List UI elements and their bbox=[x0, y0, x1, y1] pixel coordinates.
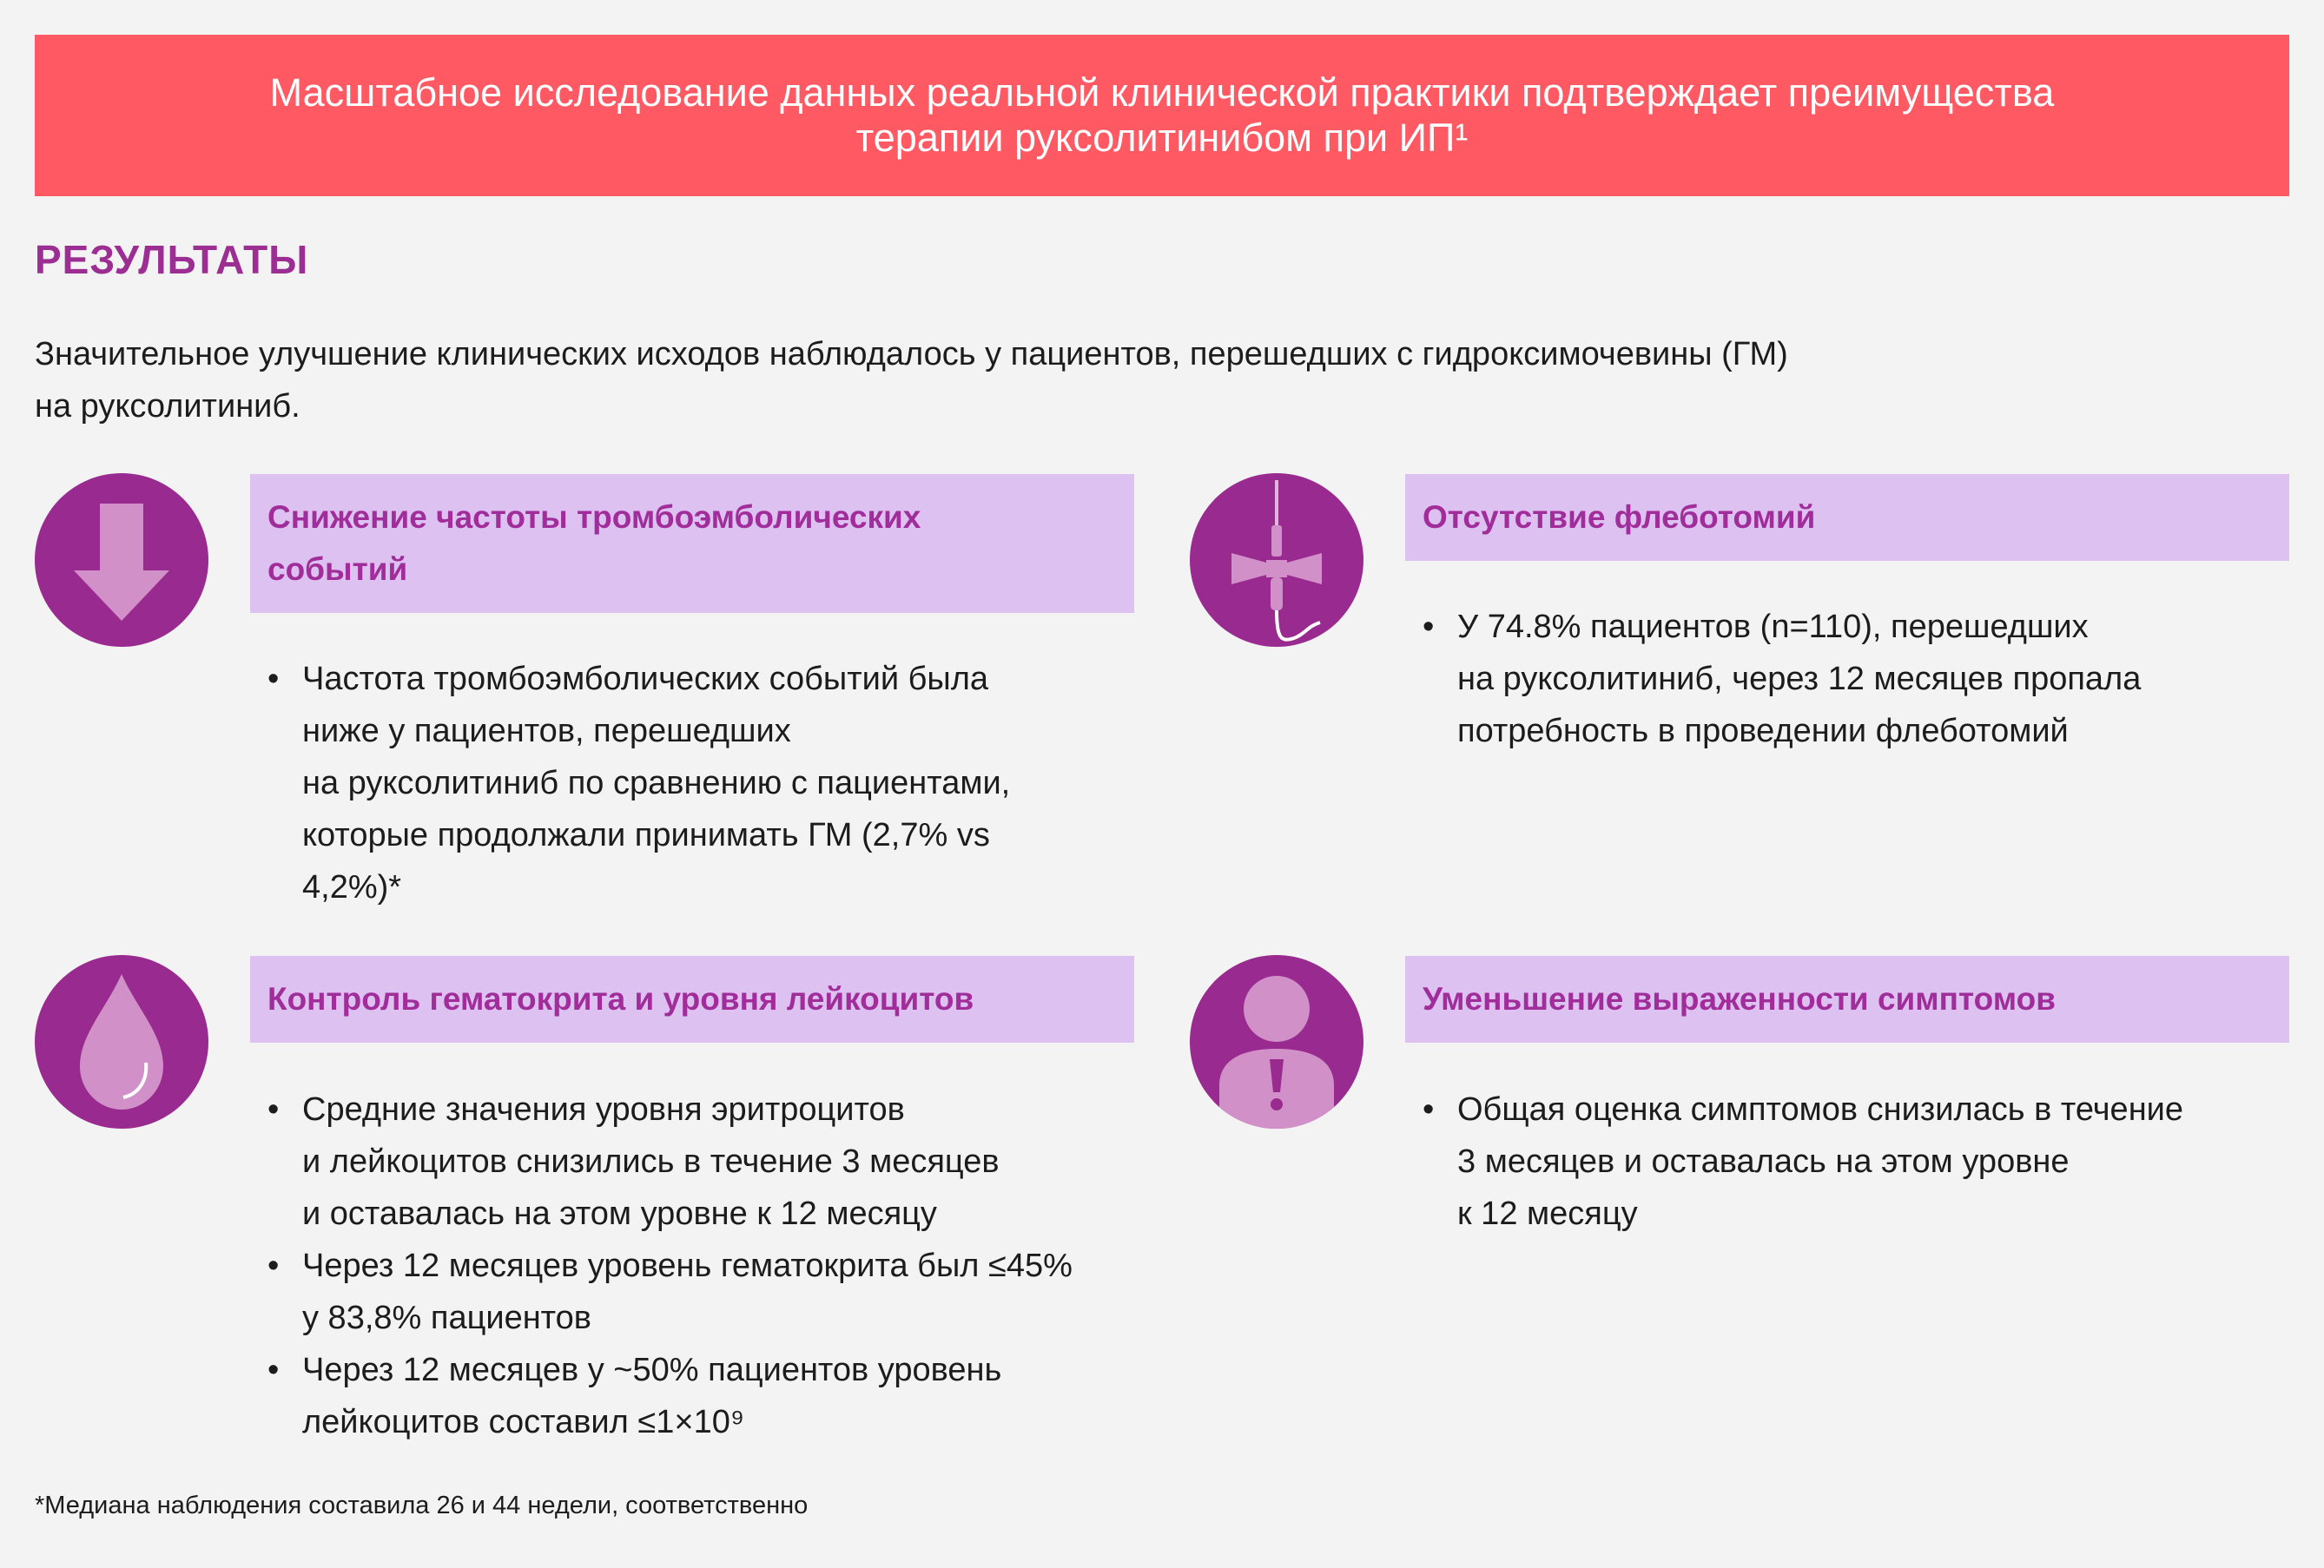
thrombo-heading bbox=[250, 474, 1134, 613]
bullet-line: у 83,8% пациентов bbox=[302, 1300, 591, 1336]
intro-text bbox=[35, 328, 2119, 432]
list-item bbox=[1423, 601, 2291, 757]
blood-drop-icon bbox=[35, 955, 208, 1129]
list-item bbox=[1423, 1084, 2291, 1240]
intro-line-2: на руксолитиниб. bbox=[35, 388, 300, 425]
list-item bbox=[267, 1240, 1136, 1344]
bullet-line: на руксолитиниб, через 12 месяцев пропала bbox=[1457, 661, 2142, 697]
list-item bbox=[267, 1344, 1136, 1448]
section-title: РЕЗУЛЬТАТЫ bbox=[35, 237, 309, 282]
thrombo-bullets bbox=[267, 653, 1136, 913]
bullet-line: потребность в проведении флеботомий bbox=[1457, 713, 2069, 749]
bullet-line: и оставалась на этом уровне к 12 месяцу bbox=[302, 1196, 937, 1232]
hematocrit-bullets bbox=[267, 1084, 1136, 1448]
bullet-line: • Частота тромбоэмболических событий была bbox=[302, 661, 989, 697]
bullet-line: которые продолжали принимать ГМ (2,7% vs bbox=[302, 817, 990, 853]
phlebotomy-bullets bbox=[1423, 601, 2291, 757]
bullet-line: • Через 12 месяцев уровень гематокрита был ≤45% bbox=[302, 1248, 1073, 1284]
bullet-line: на руксолитиниб по сравнению с пациентами, bbox=[302, 765, 1011, 801]
down-arrow-icon bbox=[35, 473, 208, 647]
symptoms-title: Уменьшение выраженности симптомов bbox=[1423, 981, 2056, 1017]
intro-line-1: Значительное улучшение клинических исходов наблюдалось у пациентов, перешедших с гидроксимочевины (ГМ) bbox=[35, 336, 1788, 372]
bullet-line: • Через 12 месяцев у ~50% пациентов уровень bbox=[302, 1352, 1002, 1388]
thrombo-title-line-1: Снижение частоты тромбоэмболических bbox=[267, 499, 921, 535]
bullet-line: 3 месяцев и оставалась на этом уровне bbox=[1457, 1143, 2070, 1180]
bullet-line: и лейкоцитов снизились в течение 3 месяцев bbox=[302, 1143, 1000, 1180]
hematocrit-title: Контроль гематокрита и уровня лейкоцитов bbox=[267, 981, 974, 1017]
bullet-line: • Средние значения уровня эритроцитов bbox=[302, 1091, 905, 1128]
symptoms-heading bbox=[1405, 956, 2289, 1043]
thrombo-title-line-2: событий bbox=[267, 551, 408, 587]
symptoms-bullets bbox=[1423, 1084, 2291, 1240]
banner-line-1: Масштабное исследование данных реальной клинической практики подтверждает преимущества bbox=[269, 70, 2055, 115]
phlebotomy-needle-icon bbox=[1190, 473, 1363, 647]
bullet-line: • Общая оценка симптомов снизилась в течение bbox=[1457, 1091, 2184, 1128]
person-alert-icon bbox=[1190, 955, 1363, 1129]
bullet-line: 4,2%)* bbox=[302, 869, 402, 906]
bullet-line: • У 74.8% пациентов (n=110), перешедших bbox=[1457, 609, 2089, 645]
bullet-line: к 12 месяцу bbox=[1457, 1196, 1638, 1232]
hematocrit-heading bbox=[250, 956, 1134, 1043]
list-item bbox=[267, 653, 1136, 913]
bullet-line: ниже у пациентов, перешедших bbox=[302, 713, 791, 749]
title-banner bbox=[35, 35, 2289, 196]
list-item bbox=[267, 1084, 1136, 1240]
phlebotomy-heading bbox=[1405, 474, 2289, 561]
banner-line-2: терапии руксолитинибом при ИП¹ bbox=[855, 115, 1469, 160]
footnote: *Медиана наблюдения составила 26 и 44 недели, соответственно bbox=[35, 1492, 809, 1519]
phlebotomy-title: Отсутствие флеботомий bbox=[1423, 499, 1816, 535]
bullet-line: лейкоцитов составил ≤1×10⁹ bbox=[302, 1404, 745, 1440]
